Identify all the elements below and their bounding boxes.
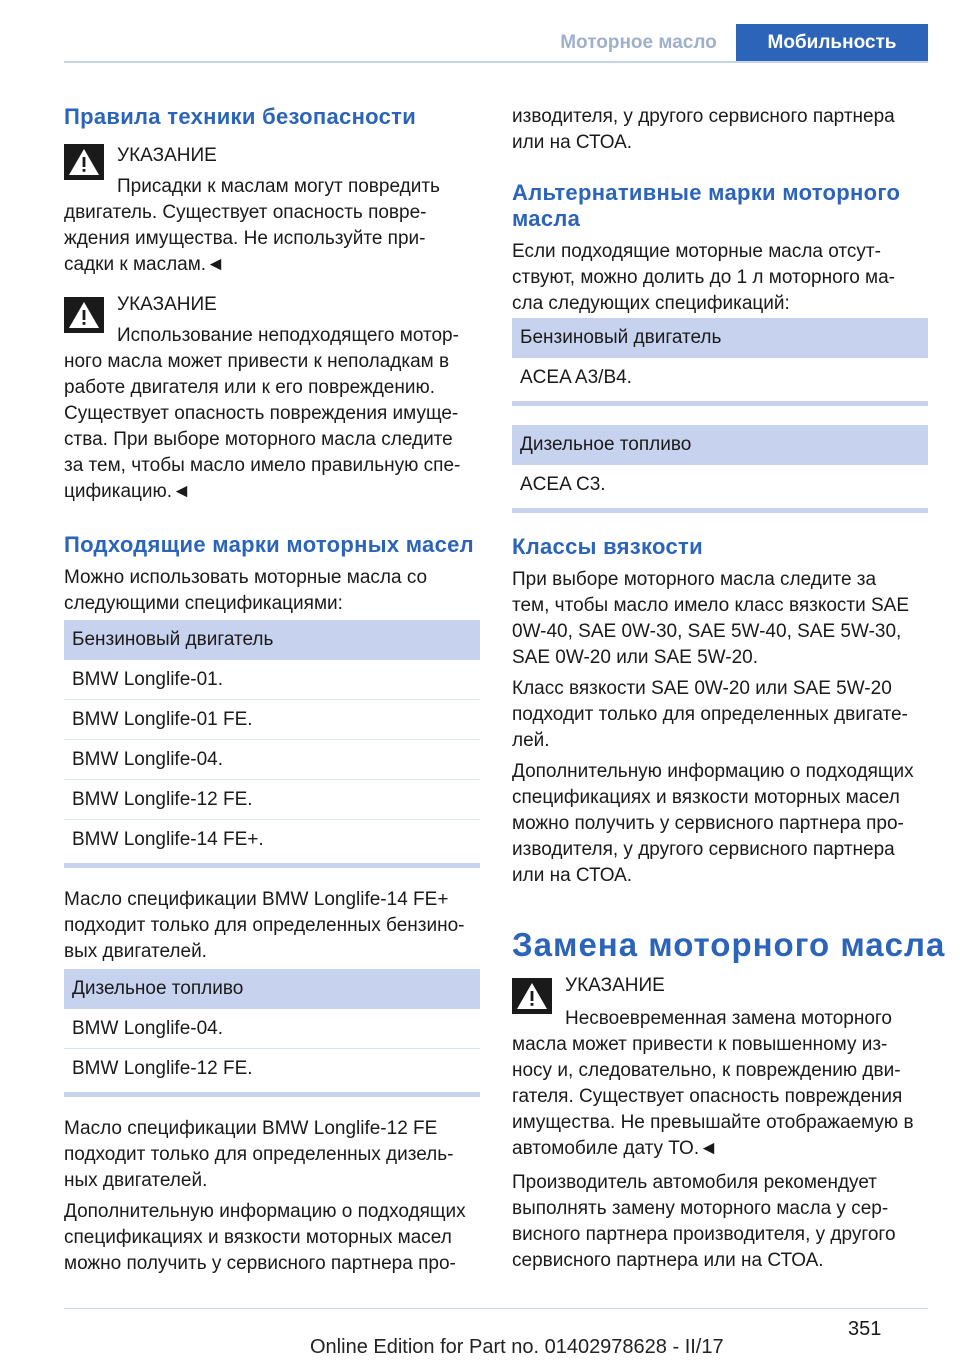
paragraph-line: Если подходящие моторные масла отсут-: [512, 241, 881, 262]
table-row: BMW Longlife-12 FE.: [64, 780, 480, 820]
warning-icon: [64, 297, 104, 333]
warning-2-line: ства. При выборе моторного масла следите: [64, 429, 453, 450]
warning-2-line: ного масла может привести к неполадкам в: [64, 351, 450, 372]
paragraph-line: изводителя, у другого сервисного партнера: [512, 106, 895, 127]
paragraph-line: спецификациях и вязкости моторных масел: [64, 1227, 452, 1248]
table-end-bar: [64, 863, 480, 868]
heading-viscosity: Классы вязкости: [512, 534, 703, 559]
table-row: BMW Longlife-01.: [64, 660, 480, 700]
table-petrol-specs: [64, 620, 480, 868]
paragraph-line: Дополнительную информацию о подходящих: [512, 761, 914, 782]
header-divider: [64, 61, 928, 63]
paragraph-line: Класс вязкости SAE 0W-20 или SAE 5W-20: [512, 678, 892, 699]
table-alt-diesel: [512, 425, 928, 513]
heading-alternative-oils: масла: [512, 206, 581, 231]
paragraph-line: можно получить у сервисного партнера про-: [64, 1253, 456, 1274]
warning-2-line: за тем, чтобы масло имело правильную спе-: [64, 455, 461, 476]
warning-3-line: автомобиле дату ТО.◄: [512, 1138, 718, 1159]
tab-mobility[interactable]: Мобильность: [736, 24, 928, 62]
table-header: Бензиновый двигатель: [512, 318, 928, 358]
warning-3-line: Несвоевременная замена моторного: [565, 1008, 892, 1029]
warning-2-line: работе двигателя или к его повреждению.: [64, 377, 436, 398]
warning-3-line: масла может привести к повышенному из-: [512, 1034, 888, 1055]
paragraph-line: можно получить у сервисного партнера про-: [512, 813, 904, 834]
paragraph-line: Масло спецификации BMW Longlife-14 FE+: [64, 889, 449, 910]
paragraph-line: подходит только для определенных бензино-: [64, 915, 465, 936]
warning-3-line: гателя. Существует опасность повреждения: [512, 1086, 903, 1107]
warning-1-line: ждения имущества. Не используйте при-: [64, 228, 426, 249]
table-row: BMW Longlife-12 FE.: [72, 1058, 253, 1079]
warning-2-line: Использование неподходящего мотор-: [117, 325, 459, 346]
warning-1-title: УКАЗАНИЕ: [117, 145, 217, 166]
paragraph-line: спецификациях и вязкости моторных масел: [512, 787, 900, 808]
paragraph-line: сла следующих спецификаций:: [512, 293, 790, 314]
warning-1-line: двигатель. Существует опасность повре-: [64, 202, 427, 223]
warning-2-line: цификацию.◄: [64, 481, 191, 502]
table-end-bar: [512, 508, 928, 513]
paragraph-line: ствуют, можно долить до 1 л моторного ма-: [512, 267, 895, 288]
table-header: Дизельное топливо: [512, 425, 928, 465]
warning-1-line: Присадки к маслам могут повредить: [117, 176, 440, 197]
warning-3-line: носу и, следовательно, к повреждению дви-: [512, 1060, 901, 1081]
paragraph-line: лей.: [512, 730, 550, 751]
paragraph-line: следующими спецификациями:: [64, 593, 343, 614]
paragraph-line: Масло спецификации BMW Longlife-12 FE: [64, 1118, 438, 1139]
paragraph-line: сервисного партнера или на СТОА.: [512, 1250, 824, 1271]
warning-3-line: имущества. Не превышайте отображаемую в: [512, 1112, 914, 1133]
warning-3-title: УКАЗАНИЕ: [565, 975, 665, 996]
paragraph-line: подходит только для определенных двигате-: [512, 704, 908, 725]
table-header: Бензиновый двигатель: [64, 620, 480, 660]
paragraph-line: ных двигателей.: [64, 1170, 208, 1191]
paragraph-line: выполнять замену моторного масла у сер-: [512, 1198, 889, 1219]
table-row: BMW Longlife-04.: [64, 1009, 480, 1049]
table-alt-petrol: [512, 318, 928, 406]
paragraph-line: Дополнительную информацию о подходящих: [64, 1201, 466, 1222]
table-end-bar: [512, 401, 928, 406]
paragraph-line: Производитель автомобиля рекомендует: [512, 1172, 877, 1193]
warning-2-title: УКАЗАНИЕ: [117, 294, 217, 315]
paragraph-line: SAE 0W-20 или SAE 5W-20.: [512, 647, 758, 668]
tab-motor-oil[interactable]: Моторное масло: [560, 32, 717, 53]
page-number: 351: [848, 1318, 882, 1340]
paragraph-line: подходит только для определенных дизель-: [64, 1144, 454, 1165]
paragraph-line: висного партнера производителя, у другого: [512, 1224, 896, 1245]
table-row: ACEA A3/B4.: [520, 367, 632, 388]
paragraph-line: Можно использовать моторные масла со: [64, 567, 428, 588]
table-row: ACEA C3.: [520, 474, 606, 495]
footer-divider: [64, 1308, 928, 1309]
warning-2-line: Существует опасность повреждения имуще-: [64, 403, 459, 424]
paragraph-line: изводителя, у другого сервисного партнера: [512, 839, 895, 860]
table-header: Дизельное топливо: [64, 969, 480, 1009]
heading-oil-change: Замена моторного масла: [512, 926, 946, 963]
heading-suitable-oils: Подходящие марки моторных масел: [64, 532, 474, 557]
warning-icon: [64, 144, 104, 180]
table-diesel-specs: [64, 969, 480, 1097]
paragraph-line: или на СТОА.: [512, 865, 633, 886]
paragraph-line: При выборе моторного масла следите за: [512, 569, 877, 590]
heading-safety: Правила техники безопасности: [64, 104, 417, 129]
table-row: BMW Longlife-14 FE+.: [72, 829, 264, 850]
paragraph-line: 0W-40, SAE 0W-30, SAE 5W-40, SAE 5W-30,: [512, 621, 902, 642]
footer-edition: Online Edition for Part no. 01402978628 - II/17: [310, 1336, 724, 1358]
paragraph-line: вых двигателей.: [64, 941, 207, 962]
paragraph-line: тем, чтобы масло имело класс вязкости SAE: [512, 595, 910, 616]
warning-icon: [512, 978, 552, 1014]
table-end-bar: [64, 1092, 480, 1097]
warning-1-line: садки к маслам.◄: [64, 254, 225, 275]
table-row: BMW Longlife-04.: [64, 740, 480, 780]
heading-alternative-oils: Альтернативные марки моторного: [512, 180, 901, 205]
paragraph-line: или на СТОА.: [512, 132, 633, 153]
table-row: BMW Longlife-01 FE.: [64, 700, 480, 740]
